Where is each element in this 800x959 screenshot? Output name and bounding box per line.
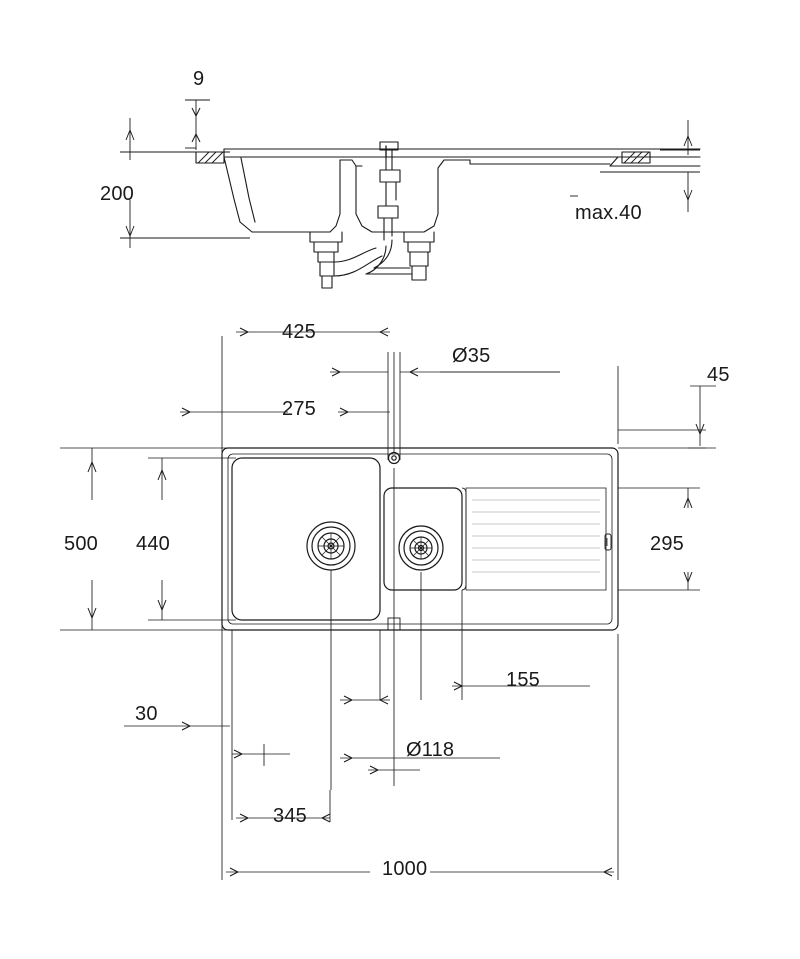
plan-view-geometry bbox=[222, 448, 618, 630]
dimension-label-295: 295 bbox=[650, 533, 684, 555]
dimension-label-max40: max.40 bbox=[575, 202, 642, 224]
dimension-label-155: 155 bbox=[506, 669, 540, 691]
dimension-label-9: 9 bbox=[193, 68, 205, 90]
dimension-label-500: 500 bbox=[64, 533, 98, 555]
dimension-label-275: 275 bbox=[282, 398, 316, 420]
dimension-label-d118: Ø118 bbox=[406, 739, 455, 761]
section-dimension-lines bbox=[120, 100, 700, 248]
dimension-label-345: 345 bbox=[273, 805, 307, 827]
dimension-label-425: 425 bbox=[282, 321, 316, 343]
dimension-label-1000: 1000 bbox=[382, 858, 428, 880]
dimension-label-440: 440 bbox=[136, 533, 170, 555]
dimension-label-d35: Ø35 bbox=[452, 345, 491, 367]
dimension-label-45: 45 bbox=[707, 364, 730, 386]
dimension-label-200: 200 bbox=[100, 183, 134, 205]
dimension-label-30: 30 bbox=[135, 703, 158, 725]
